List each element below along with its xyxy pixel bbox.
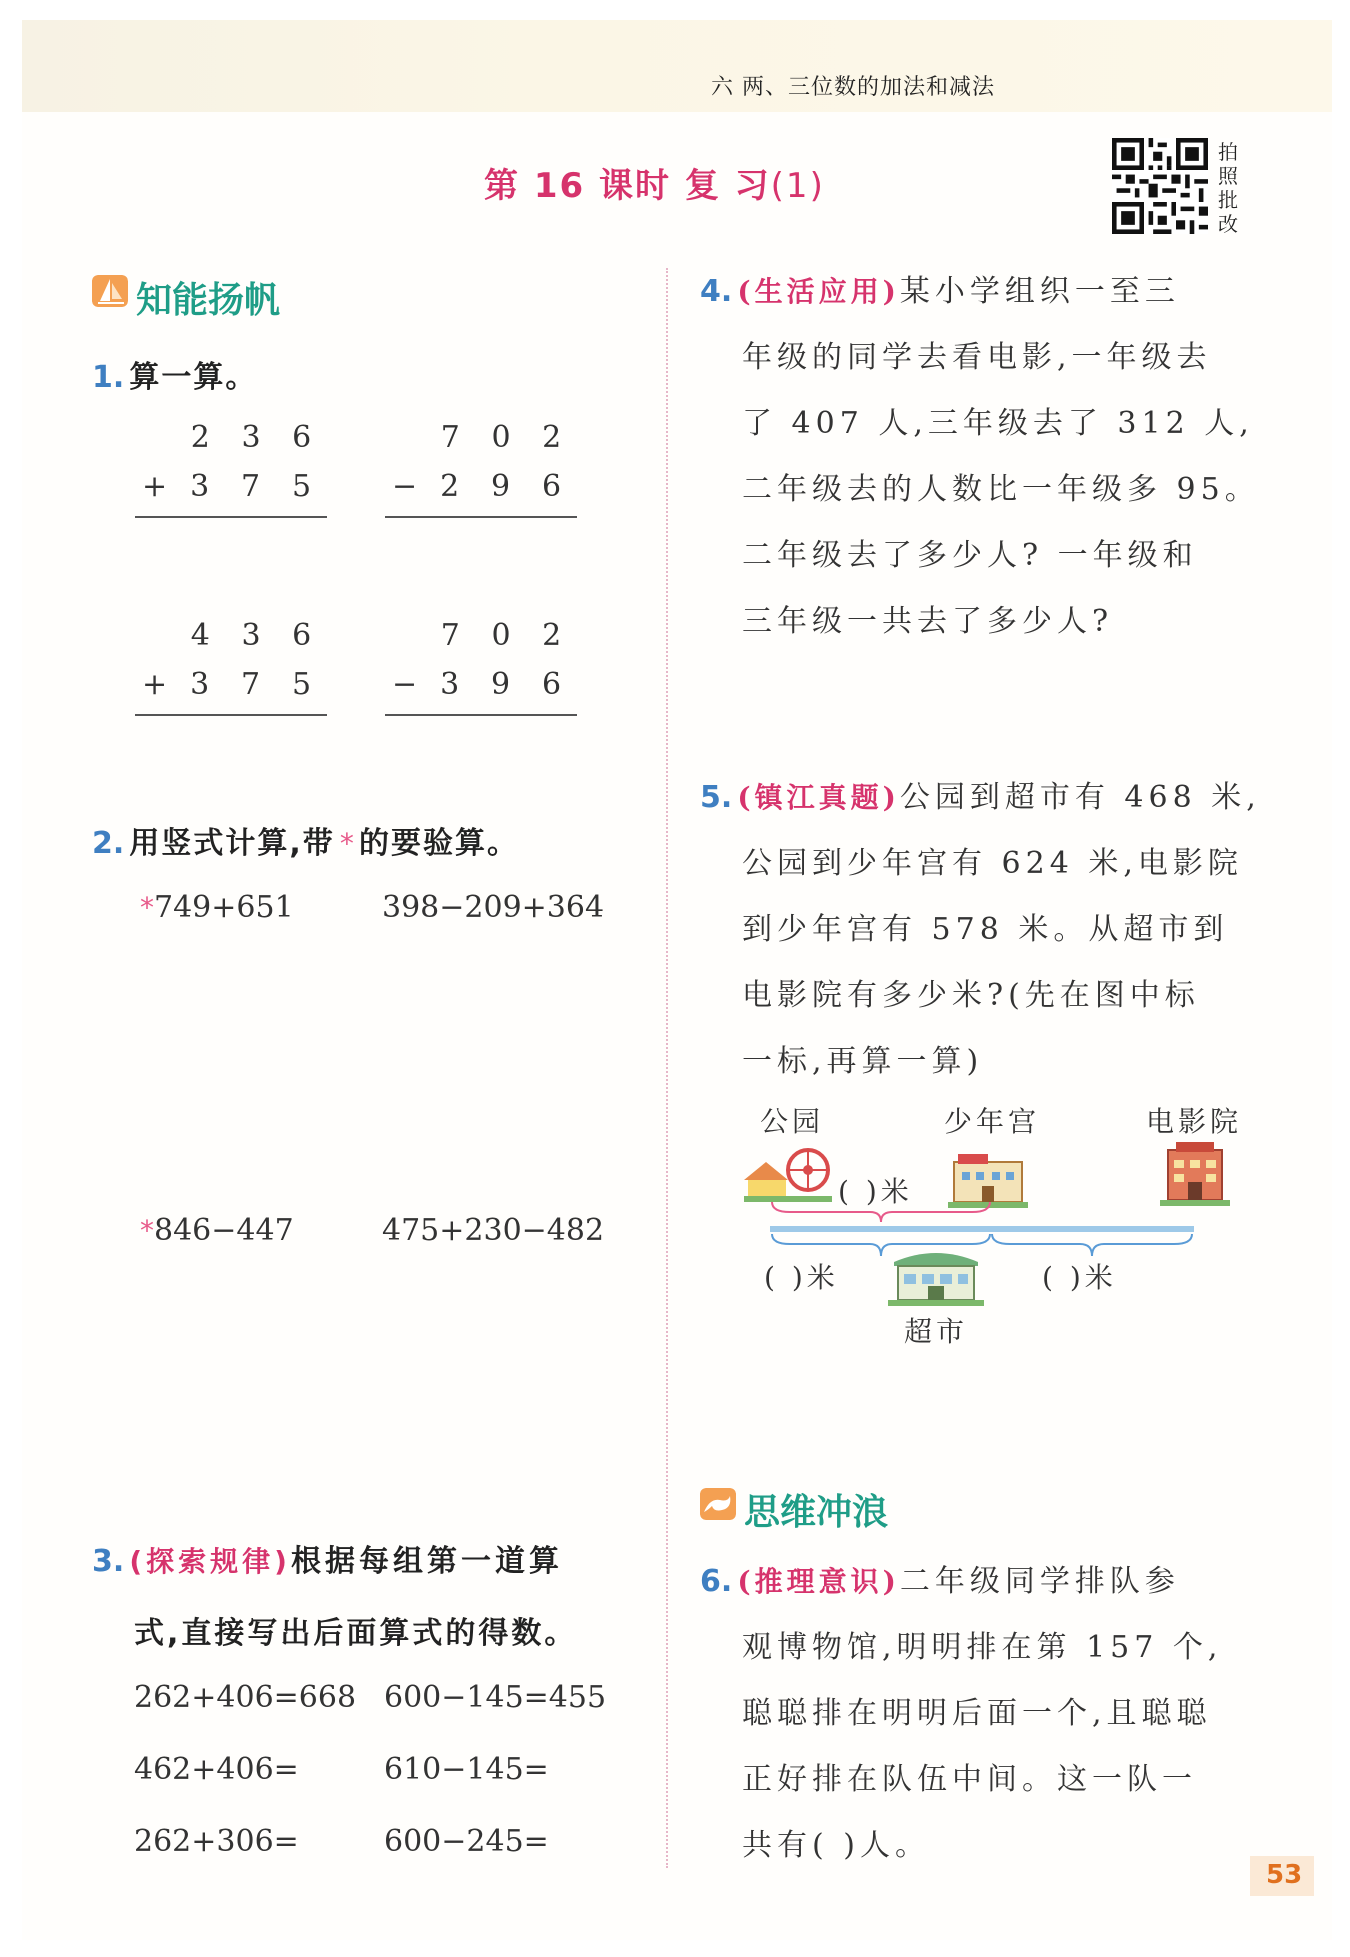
digit: 7 xyxy=(241,667,261,702)
q4-tag: (生活应用) xyxy=(737,275,900,308)
digit: 4 xyxy=(190,618,210,653)
q5-text: 公园到少年宫有 624 米,电影院 xyxy=(742,846,1243,881)
label-cinema: 电影院 xyxy=(1146,1105,1243,1138)
digit: 2 xyxy=(190,420,210,455)
supermarket-icon xyxy=(888,1244,984,1306)
operator: + xyxy=(142,667,168,702)
q6-text: 正好排在队伍中间。这一队一 xyxy=(742,1762,1197,1797)
q3-left-1: 462+406= xyxy=(134,1752,299,1787)
q3-number: 3. xyxy=(92,1544,125,1579)
q2-expression: 846−447 xyxy=(154,1213,294,1248)
digit: 2 xyxy=(542,420,562,455)
digit: 0 xyxy=(491,420,511,455)
digit: 7 xyxy=(241,469,261,504)
scan-label xyxy=(1218,140,1240,236)
q2-expression: 475+230−482 xyxy=(382,1213,605,1248)
lesson-title xyxy=(484,158,825,207)
digit: 3 xyxy=(190,667,210,702)
digit: 9 xyxy=(491,667,511,702)
q3-line1: 根据每组第一道算 xyxy=(290,1544,563,1579)
vertical-problem xyxy=(135,420,327,518)
q2-expression: 398−209+364 xyxy=(382,890,605,925)
wave-icon xyxy=(700,1488,736,1520)
label-supermarket: 超市 xyxy=(904,1315,969,1348)
q6-text: 二年级同学排队参 xyxy=(899,1564,1180,1599)
operator: − xyxy=(392,469,418,504)
label-youth-palace: 少年宫 xyxy=(944,1105,1041,1138)
q4-number: 4. xyxy=(700,274,733,309)
answer-line xyxy=(385,516,577,518)
q5-text: 一标,再算一算) xyxy=(742,1044,984,1079)
digit: 6 xyxy=(292,618,312,653)
q4-line-first xyxy=(700,266,1180,310)
q6-text: 聪聪排在明明后面一个,且聪聪 xyxy=(742,1696,1212,1731)
problem-bottom xyxy=(385,469,577,504)
q2-item xyxy=(140,890,294,925)
q2-text-b: 的要验算。 xyxy=(358,826,519,861)
blank-park-to-palace[interactable]: ( )米 xyxy=(838,1175,913,1208)
q2-expression: 749+651 xyxy=(154,890,294,925)
scan-char: 批 xyxy=(1218,188,1238,212)
section-thinking: 思维冲浪 xyxy=(744,1492,889,1533)
q3-left-0: 262+406=668 xyxy=(134,1680,357,1715)
q5-number: 5. xyxy=(700,780,733,815)
digit: 0 xyxy=(491,618,511,653)
q4-text: 某小学组织一至三 xyxy=(899,274,1180,309)
digit: 5 xyxy=(291,667,312,702)
digit: 2 xyxy=(542,618,562,653)
q4-text: 二年级去的人数比一年级多 95。 xyxy=(742,472,1260,507)
q3-right-1: 610−145= xyxy=(384,1752,549,1787)
digit: 6 xyxy=(541,469,562,504)
header-band xyxy=(22,20,1332,112)
column-divider xyxy=(666,268,668,1868)
operator: + xyxy=(142,469,168,504)
q2-number: 2. xyxy=(92,826,125,861)
vertical-problem xyxy=(385,618,577,716)
problem-bottom xyxy=(135,667,327,702)
qr-code-icon[interactable] xyxy=(1112,138,1208,234)
scan-char: 照 xyxy=(1218,164,1238,188)
q5-tag: (镇江真题) xyxy=(737,781,900,814)
digit: 7 xyxy=(440,420,460,455)
star-icon: * xyxy=(140,891,154,924)
q2-header xyxy=(92,818,519,862)
brace-park-palace xyxy=(770,1200,992,1224)
q2-item xyxy=(140,1213,294,1248)
section-knowledge: 知能扬帆 xyxy=(136,280,281,321)
digit: 3 xyxy=(440,667,460,702)
q6-text: 观博物馆,明明排在第 157 个, xyxy=(742,1630,1223,1665)
q6-text[interactable]: 共有( )人。 xyxy=(742,1828,930,1863)
q5-text: 电影院有多少米?(先在图中标 xyxy=(742,978,1200,1013)
blank-supermarket-to-cinema[interactable]: ( )米 xyxy=(1042,1261,1117,1294)
q6-line-first xyxy=(700,1556,1180,1600)
q3-right-2: 600−245= xyxy=(384,1824,549,1859)
label-park: 公园 xyxy=(760,1105,825,1138)
lesson-title-main: 第 16 课时 复 习 xyxy=(484,166,771,206)
digit: 7 xyxy=(440,618,460,653)
star-icon: * xyxy=(339,827,354,860)
q3-right-0: 600−145=455 xyxy=(384,1680,607,1715)
sail-icon xyxy=(92,275,128,307)
q3-line2: 式,直接写出后面算式的得数。 xyxy=(134,1616,578,1651)
digit: 3 xyxy=(241,420,261,455)
problem-bottom xyxy=(135,469,327,504)
digit: 2 xyxy=(440,469,460,504)
q4-text: 三年级一共去了多少人? xyxy=(742,604,1114,639)
digit: 3 xyxy=(190,469,210,504)
problem-top xyxy=(135,420,327,455)
q4-text: 年级的同学去看电影,一年级去 xyxy=(742,340,1212,375)
answer-line xyxy=(135,714,327,716)
vertical-problem xyxy=(135,618,327,716)
q4-text: 了 407 人,三年级去了 312 人, xyxy=(742,406,1254,441)
digit: 9 xyxy=(491,469,511,504)
q1-header xyxy=(92,352,257,396)
q3-header xyxy=(92,1536,563,1580)
scan-char: 改 xyxy=(1218,212,1238,236)
digit: 6 xyxy=(541,667,562,702)
problem-top xyxy=(135,618,327,653)
q1-number: 1. xyxy=(92,360,125,395)
digit: 3 xyxy=(241,618,261,653)
cinema-icon xyxy=(1160,1140,1230,1210)
q6-tag: (推理意识) xyxy=(737,1565,900,1598)
q4-text: 二年级去了多少人? 一年级和 xyxy=(742,538,1198,573)
q3-tag: (探索规律) xyxy=(129,1545,291,1578)
problem-top xyxy=(385,420,577,455)
chapter-title: 六 两、三位数的加法和减法 xyxy=(711,75,995,100)
problem-bottom xyxy=(385,667,577,702)
digit: 5 xyxy=(291,469,312,504)
scan-char: 拍 xyxy=(1218,140,1238,164)
vertical-problem xyxy=(385,420,577,518)
answer-line xyxy=(135,516,327,518)
lesson-title-paren: (1) xyxy=(770,166,825,206)
blank-park-to-supermarket[interactable]: ( )米 xyxy=(764,1261,839,1294)
page-number: 53 xyxy=(1266,1860,1303,1890)
star-icon: * xyxy=(140,1214,154,1247)
brace-supermarket-cinema xyxy=(990,1232,1194,1258)
q5-text: 到少年宫有 578 米。从超市到 xyxy=(742,912,1229,947)
problem-top xyxy=(385,618,577,653)
q3-left-2: 262+306= xyxy=(134,1824,299,1859)
digit: 6 xyxy=(292,420,312,455)
q2-text-a: 用竖式计算,带 xyxy=(129,826,335,861)
q5-text: 公园到超市有 468 米, xyxy=(899,780,1261,815)
q5-line-first xyxy=(700,772,1261,816)
q6-number: 6. xyxy=(700,1564,733,1599)
answer-line xyxy=(385,714,577,716)
operator: − xyxy=(392,667,418,702)
q1-text: 算一算。 xyxy=(129,360,258,395)
